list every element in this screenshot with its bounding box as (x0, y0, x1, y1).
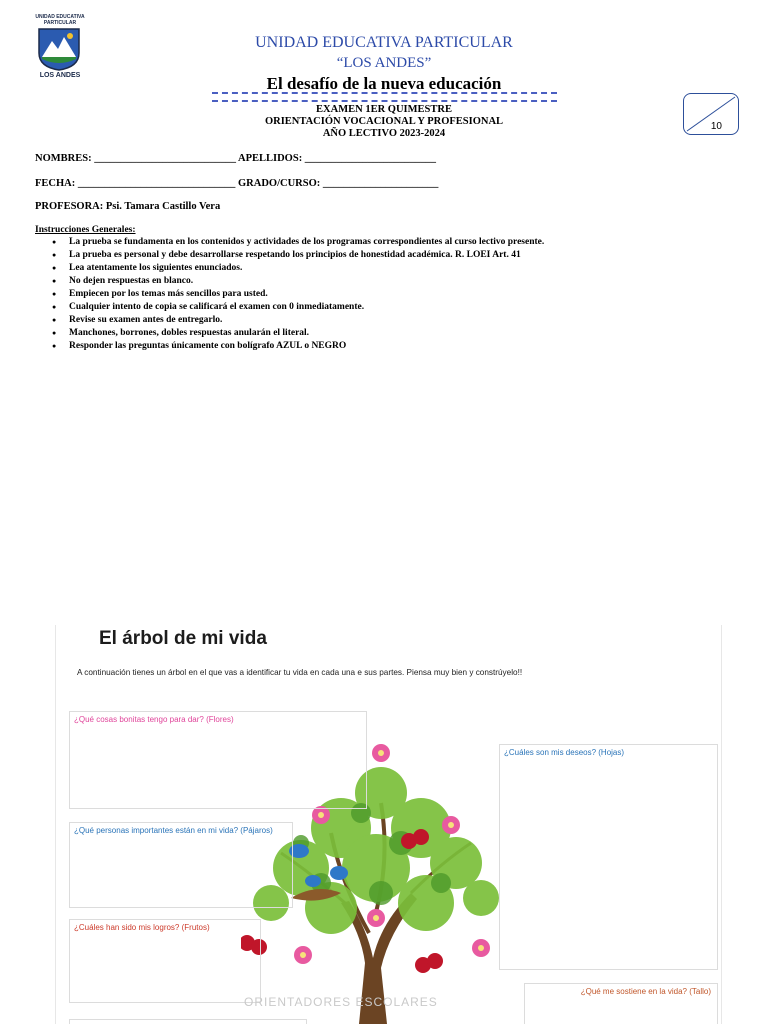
instructions-title: Instrucciones Generales: (35, 225, 136, 235)
trunk-question: ¿Qué me sostiene en la vida? (Tallo) (580, 987, 711, 996)
logo-bottom-text: LOS ANDES (39, 72, 81, 79)
names-field[interactable]: NOMBRES: ___________________________ APELLIDOS: _________________________ (35, 153, 437, 164)
flowers-question: ¿Qué cosas bonitas tengo para dar? (Flores) (74, 715, 234, 724)
exam-title: EXAMEN 1ER QUIMESTRE (316, 104, 452, 115)
fruits-answer-box[interactable] (69, 919, 261, 1003)
worksheet-title: El árbol de mi vida (99, 628, 267, 649)
flowers-answer-box[interactable] (69, 711, 367, 809)
worksheet-intro: A continuación tienes un árbol en el que vas a identificar tu vida en cada una e sus partes. Piensa muy bien y constrúyelo!! (77, 668, 523, 677)
logo-top-text: UNIDAD EDUCATIVA PARTICULAR (35, 14, 85, 26)
instructions-list (52, 236, 544, 353)
list-item: ● Manchones, borrones, dobles respuestas anularán el literal. (52, 327, 544, 340)
list-item: ● Revise su examen antes de entregarlo. (52, 314, 544, 327)
school-subtitle: “LOS ANDES” (336, 55, 432, 71)
leaves-question: ¿Cuáles son mis deseos? (Hojas) (504, 748, 625, 757)
list-item: ● La prueba se fundamenta en los contenidos y actividades de los programas correspondientes al curso lectivo presente. (52, 236, 544, 249)
birds-answer-box[interactable] (69, 822, 293, 908)
trunk-answer-box[interactable] (524, 983, 718, 1024)
list-item: ● La prueba es personal y debe desarrollarse respetando los principios de honestidad académica. R. LOEI Art. 41 (52, 249, 544, 262)
decorative-divider (212, 92, 557, 102)
birds-question: ¿Qué personas importantes están en mi vida? (Pájaros) (74, 826, 273, 835)
watermark: ORIENTADORES ESCOLARES (244, 995, 438, 1009)
fruits-question: ¿Cuáles han sido mis logros? (Frutos) (74, 923, 210, 932)
motto: El desafío de la nueva educación (266, 74, 502, 93)
list-item: ● Empiecen por los temas más sencillos para usted. (52, 288, 544, 301)
list-item: ● Lea atentamente los siguientes enunciados. (52, 262, 544, 275)
list-item: ● Cualquier intento de copia se calificará el examen con 0 inmediatamente. (52, 301, 544, 314)
extra-answer-box[interactable] (69, 1019, 307, 1024)
tree-worksheet (55, 625, 722, 1024)
exam-heading (0, 104, 768, 140)
teacher-line: PROFESORA: Psi. Tamara Castillo Vera (35, 201, 221, 212)
grade-max: 10 (710, 121, 722, 132)
leaves-answer-box[interactable] (499, 744, 718, 970)
exam-year: AÑO LECTIVO 2023-2024 (322, 128, 446, 139)
grade-box[interactable] (683, 93, 739, 135)
exam-subject: ORIENTACIÓN VOCACIONAL Y PROFESIONAL (264, 116, 504, 127)
list-item: ● No dejen respuestas en blanco. (52, 275, 544, 288)
list-item: ● Responder las preguntas únicamente con bolígrafo AZUL o NEGRO (52, 340, 544, 353)
date-grade-field[interactable]: FECHA: ______________________________ GRADO/CURSO: ______________________ (35, 178, 439, 189)
school-name: UNIDAD EDUCATIVA PARTICULAR (255, 34, 513, 51)
